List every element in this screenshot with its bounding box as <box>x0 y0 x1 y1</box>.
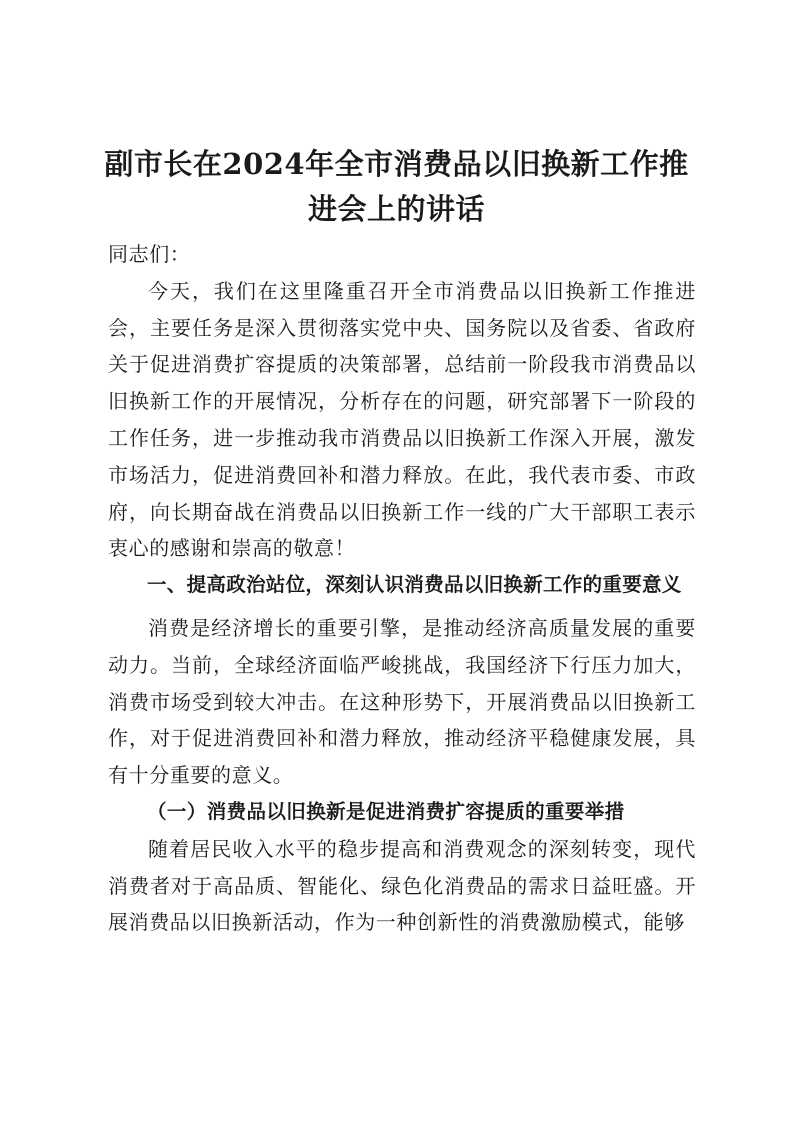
section-heading-1: 一、提高政治站位，深刻认识消费品以旧换新工作的重要意义 <box>147 573 682 597</box>
salutation: 同志们： <box>108 242 191 266</box>
document-title <box>100 142 693 232</box>
title-line-1: 副市长在2024年全市消费品以旧换新工作推 <box>104 147 689 181</box>
document-body <box>108 236 696 941</box>
paragraph-consumption: 消费是经济增长的重要引擎，是推动经济高质量发展的重要动力。当前，全球经济面临严峻挑战，我国经济下行压力加大，消费市场受到较大冲击。在这种形势下，开展消费品以旧换新工作，对于促进消费回补和潜力释放，推动经济平稳健康发展，具有十分重要的意义。 <box>108 615 696 788</box>
title-line-2: 进会上的讲话 <box>307 192 485 226</box>
paragraph-opening: 今天，我们在这里隆重召开全市消费品以旧换新工作推进会，主要任务是深入贯彻落实党中央、国务院以及省委、省政府关于促进消费扩容提质的决策部署，总结前一阶段我市消费品以旧换新工作的开展情况，分析存在的问题，研究部署下一阶段的工作任务，进一步推动我市消费品以旧换新工作深入开展，激发市场活力，促进消费回补和潜力释放。在此，我代表市委、市政府，向长期奋战在消费品以旧换新工作一线的广大干部职工表示衷心的感谢和崇高的敬意！ <box>108 278 696 561</box>
paragraph-income: 随着居民收入水平的稳步提高和消费观念的深刻转变，现代消费者对于高品质、智能化、绿色化消费品的需求日益旺盛。开展消费品以旧换新活动，作为一种创新性的消费激励模式，能够 <box>108 836 696 935</box>
subsection-heading-1: （一）消费品以旧换新是促进消费扩容提质的重要举措 <box>147 799 625 823</box>
